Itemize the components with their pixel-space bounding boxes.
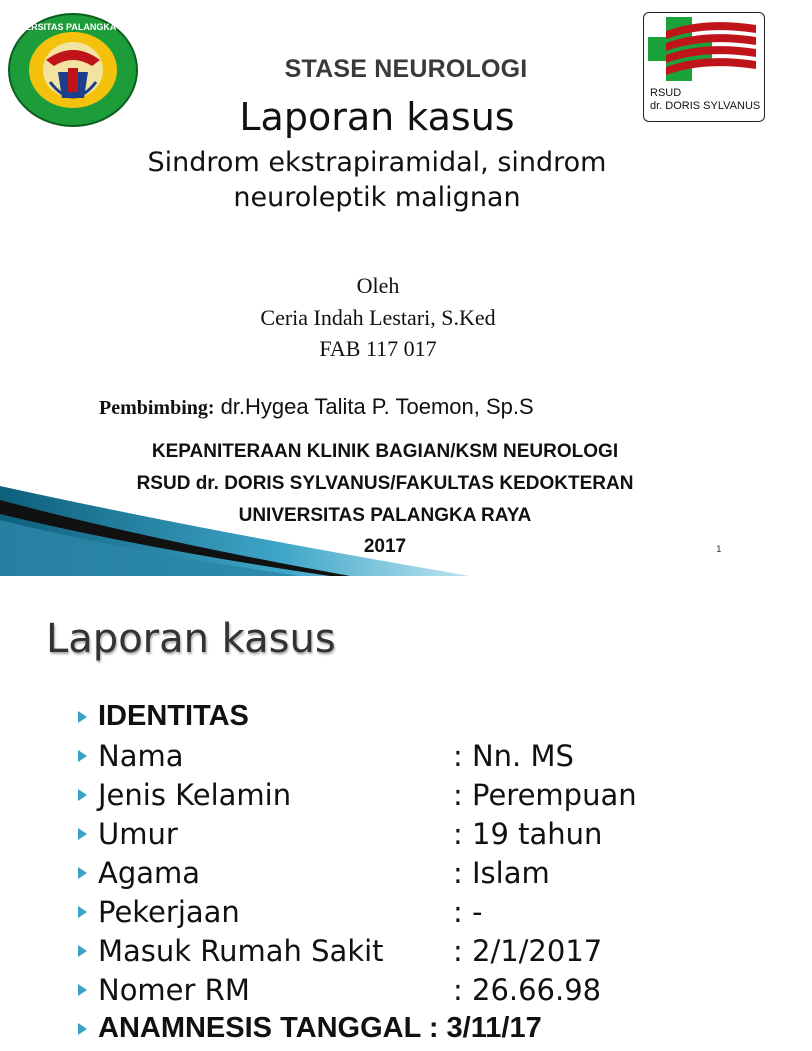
triangle-bullet-icon	[78, 711, 87, 723]
triangle-bullet-icon	[78, 828, 87, 840]
item-value: : Perempuan	[453, 778, 637, 812]
triangle-bullet-icon	[78, 984, 87, 996]
item-value: : 19 tahun	[453, 817, 603, 851]
item-label: Umur	[98, 817, 178, 851]
triangle-bullet-icon	[78, 1023, 87, 1035]
item-value: : Islam	[453, 856, 550, 890]
item-label: Jenis Kelamin	[98, 778, 292, 812]
supervisor-label: Pembimbing:	[99, 397, 215, 419]
supervisor-name: dr.Hygea Talita P. Toemon, Sp.S	[220, 394, 534, 419]
year: 2017	[363, 536, 407, 557]
item-label: IDENTITAS	[98, 700, 249, 732]
item-label: Nama	[98, 739, 184, 773]
logo-rsud: RSUD	[650, 87, 682, 99]
triangle-bullet-icon	[78, 906, 87, 918]
logo-hospital-name: dr. DORIS SYLVANUS	[650, 100, 761, 112]
item-label: Agama	[98, 856, 201, 890]
item-value: : -	[453, 895, 483, 929]
item-label: Nomer RM	[98, 973, 250, 1007]
student-id: FAB 117 017	[319, 336, 437, 361]
slide-header: STASE NEUROLOGI	[284, 55, 528, 83]
by-label: Oleh	[356, 273, 400, 298]
triangle-bullet-icon	[78, 750, 87, 762]
item-label: ANAMNESIS TANGGAL : 3/11/17	[98, 1012, 542, 1044]
identity-slide	[0, 576, 768, 1044]
triangle-bullet-icon	[78, 945, 87, 957]
institution-line-1: KEPANITERAAN KLINIK BAGIAN/KSM NEUROLOGI	[151, 441, 619, 462]
item-value: : 26.66.98	[453, 973, 602, 1007]
item-value: : 2/1/2017	[453, 934, 603, 968]
item-value: : Nn. MS	[453, 739, 574, 773]
logo-left-text: UNIVERSITAS PALANGKA RAYA	[3, 22, 143, 32]
item-label: Pekerjaan	[98, 895, 240, 929]
institution-line-2: RSUD dr. DORIS SYLVANUS/FAKULTAS KEDOKTERAN	[136, 473, 634, 494]
triangle-bullet-icon	[78, 867, 87, 879]
slide-title: Laporan kasus	[239, 95, 515, 139]
subtitle-line-2: neuroleptik malignan	[233, 182, 521, 213]
supervisor	[99, 394, 534, 420]
slide-title: Laporan kasus	[46, 616, 336, 662]
page-number: 1	[716, 545, 722, 555]
triangle-bullet-icon	[78, 789, 87, 801]
subtitle-line-1: Sindrom ekstrapiramidal, sindrom	[147, 147, 607, 178]
institution-line-3: UNIVERSITAS PALANGKA RAYA	[238, 505, 532, 526]
author-name: Ceria Indah Lestari, S.Ked	[260, 305, 496, 330]
item-label: Masuk Rumah Sakit	[98, 934, 384, 968]
